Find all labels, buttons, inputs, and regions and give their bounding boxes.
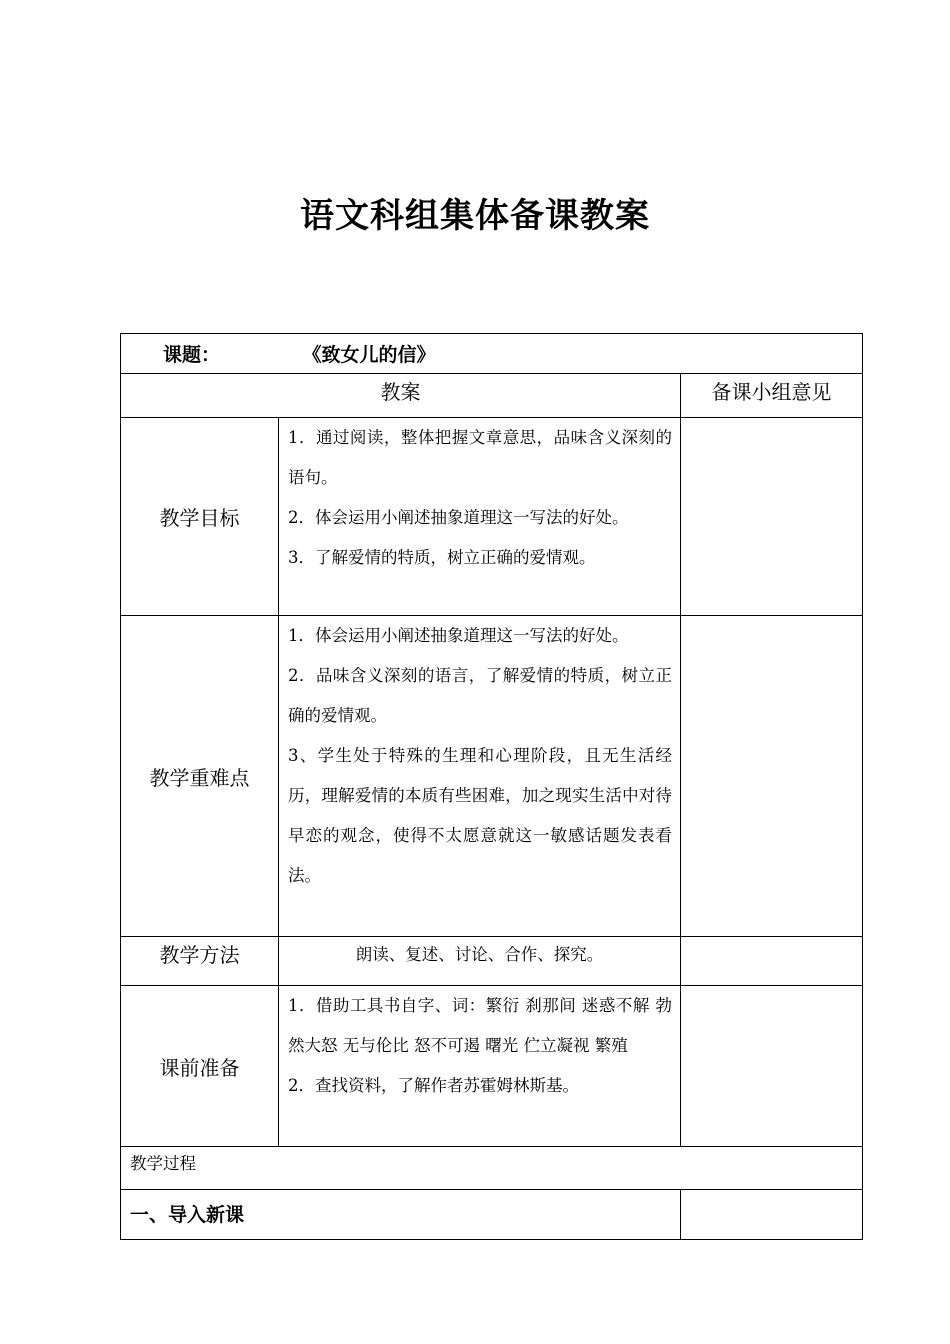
topic-row	[121, 334, 863, 374]
preparation-content	[279, 986, 681, 1147]
row-section-1	[121, 1190, 863, 1240]
row-label-methods: 教学方法	[121, 937, 279, 986]
opinion-preparation	[681, 986, 863, 1147]
topic-label: 课题：	[163, 344, 221, 366]
row-label-key-points: 教学重难点	[121, 616, 279, 937]
key-point-2: 2．品味含义深刻的语言，了解爱情的特质，树立正确的爱情观。	[288, 666, 672, 725]
objective-1: 1．通过阅读，整体把握文章意思，品味含义深刻的语句。	[288, 428, 672, 487]
opinion-methods	[681, 937, 863, 986]
topic-value: 《致女儿的信》	[312, 344, 436, 366]
row-label-objectives: 教学目标	[121, 418, 279, 616]
opinion-objectives	[681, 418, 863, 616]
page-title: 语文科组集体备课教案	[300, 196, 650, 236]
opinion-key-points	[681, 616, 863, 937]
row-process	[121, 1147, 863, 1190]
key-points-content	[279, 616, 681, 937]
row-objectives	[121, 418, 863, 616]
key-point-3: 3、学生处于特殊的生理和心理阶段，且无生活经历，理解爱情的本质有些困难，加之现实生活中对待早恋的观念，使得不太愿意就这一敏感话题发表看法。	[288, 746, 672, 885]
topic-cell	[121, 334, 863, 374]
key-point-1: 1．体会运用小阐述抽象道理这一写法的好处。	[288, 626, 629, 645]
methods-content: 朗读、复述、讨论、合作、探究。	[279, 937, 681, 986]
objectives-content	[279, 418, 681, 616]
header-plan: 教案	[121, 374, 681, 418]
process-label: 教学过程	[121, 1147, 863, 1190]
preparation-2: 2．查找资料，了解作者苏霍姆林斯基。	[288, 1076, 579, 1095]
header-opinion: 备课小组意见	[681, 374, 863, 418]
header-row	[121, 374, 863, 418]
row-key-points	[121, 616, 863, 937]
lesson-plan-table	[120, 333, 863, 1240]
section-1-heading: 一、导入新课	[121, 1190, 681, 1240]
objective-3: 3．了解爱情的特质，树立正确的爱情观。	[288, 548, 596, 567]
objective-2: 2．体会运用小阐述抽象道理这一写法的好处。	[288, 508, 629, 527]
row-preparation	[121, 986, 863, 1147]
opinion-section-1	[681, 1190, 863, 1240]
row-label-preparation: 课前准备	[121, 986, 279, 1147]
row-methods	[121, 937, 863, 986]
preparation-1: 1．借助工具书自字、词：繁衍 刹那间 迷惑不解 勃然大怒 无与伦比 怒不可遏 曙光 伫立凝视 繁殖	[288, 996, 672, 1055]
